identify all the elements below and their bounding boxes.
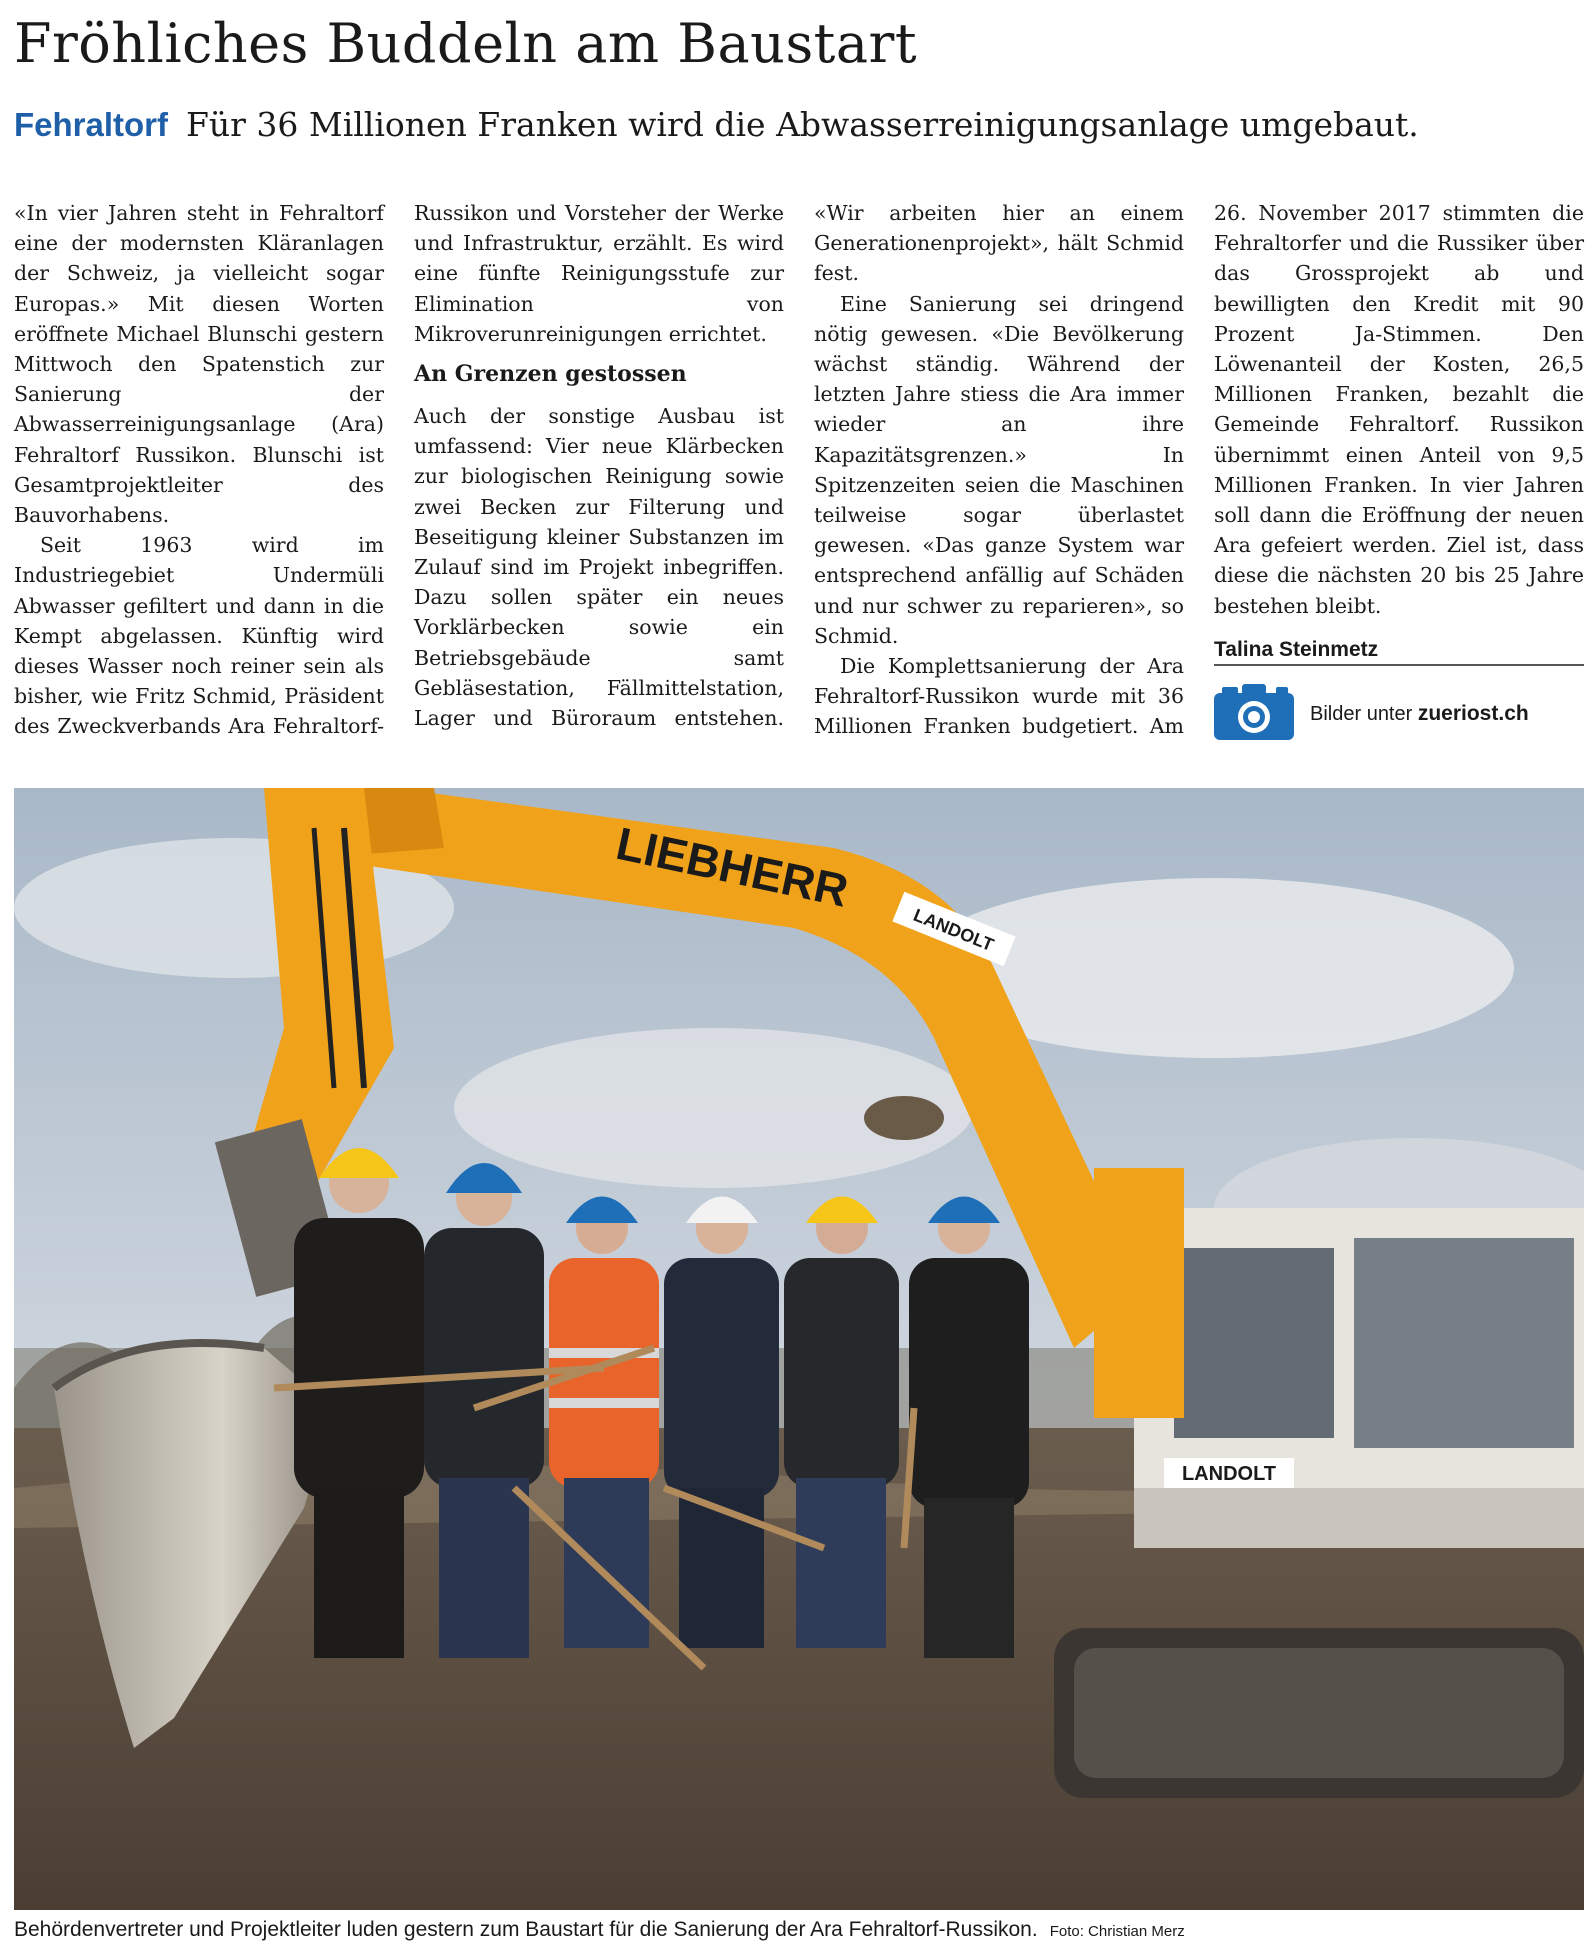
photo-gallery-link[interactable] <box>1214 682 1584 742</box>
article-photo <box>14 788 1584 1910</box>
article-body <box>14 198 1584 750</box>
paragraph: Auch der sonstige Ausbau ist umfassend: Vier neue Klärbecken zur biologischen Reinigung sowie zwei Becken zur Filterung und Beseitigung kleiner Substanzen im Zulauf sind im Projekt inbegriffen. Dazu sollen später ein neues Vorklärbecken sowie ein Betriebsgebäude samt Gebläsestation, Fällmittelstation, Lager und Büroraum entstehen. «Wir arbeiten hier an einem Generationenprojekt», hält Schmid fest. <box>414 201 1184 731</box>
divider <box>1214 664 1584 666</box>
boom-sign: LANDOLT <box>910 904 997 956</box>
lede: Für 36 Millionen Franken wird die Abwasserreinigungsanlage umgebaut. <box>186 105 1419 144</box>
camera-icon <box>1214 684 1294 740</box>
paragraph: Die Komplettsanierung der Ara Fehraltorf-Russikon wurde mit 36 Millionen Franken budgetiert. Am 26. November 2017 stimmten die Fehraltorfer und die Russiker über das Grossprojekt ab und bewilligten den Kredit mit 90 Prozent Ja-Stimmen. Den Löwenanteil der Kosten, 26,5 Millionen Franken, bezahlt die Gemeinde Fehraltorf. Russikon übernimmt einen Anteil von 9,5 Millionen Franken. In vier Jahren soll dann die Eröffnung der neuen Ara gefeiert werden. Ziel ist, dass diese die nächsten 20 bis 25 Jahre bestehen bleibt. <box>814 201 1584 739</box>
gallery-link-site[interactable]: zueriost.ch <box>1417 702 1529 725</box>
gallery-link-text[interactable] <box>1310 702 1529 726</box>
headline: Fröhliches Buddeln am Baustart <box>14 12 918 75</box>
paragraph: «In vier Jahren steht in Fehraltorf eine der modernsten Kläranlagen der Schweiz, ja vielleicht sogar Europas.» Mit diesen Worten eröffnete Michael Blunschi gestern Mittwoch den Spatenstich zur Sanierung der Abwasserreinigungsanlage (Ara) Fehraltorf Russikon. Blunschi ist Gesamtprojektleiter des Bauvorhabens. <box>14 201 384 528</box>
photo-credit: Foto: Christian Merz <box>1049 1923 1185 1940</box>
construction-site-photo <box>14 788 1584 1910</box>
cab-sign: LANDOLT <box>1181 1463 1277 1485</box>
paragraph: Eine Sanierung sei dringend nötig gewesen. «Die Bevölkerung wächst ständig. Während der letzten Jahre stiess die Ara immer wieder an ihre Kapazitätsgrenzen.» In Spitzenzeiten seien die Maschinen teilweise sogar überlastet gewesen. «Das ganze System war entsprechend anfällig auf Schäden und nur schwer zu reparieren», so Schmid. <box>814 291 1184 648</box>
photo-caption <box>14 1918 1584 1942</box>
dateline: Fehraltorf <box>14 106 169 143</box>
gallery-link-prefix: Bilder unter <box>1310 703 1413 725</box>
boom-brand: LIEBHERR <box>611 816 853 917</box>
author-byline: Talina Steinmetz <box>1214 637 1379 661</box>
subheading: An Grenzen gestossen <box>414 361 687 388</box>
subline <box>14 98 1584 158</box>
caption-text: Behördenvertreter und Projektleiter luden gestern zum Baustart für die Sanierung der Ara Fehraltorf-Russikon. <box>14 1918 1038 1941</box>
paragraph: Seit 1963 wird im Industriegebiet Undermüli Abwasser gefiltert und dann in die Kempt abgelassen. Künftig wird dieses Wasser noch reiner sein als bisher, wie Fritz Schmid, Präsident des Zweckverbands Ara Fehraltorf-Russikon und Vorsteher der Werke und Infrastruktur, erzählt. Es wird eine fünfte Reinigungsstufe zur Elimination von Mikroverunreinigungen errichtet. <box>14 201 784 739</box>
